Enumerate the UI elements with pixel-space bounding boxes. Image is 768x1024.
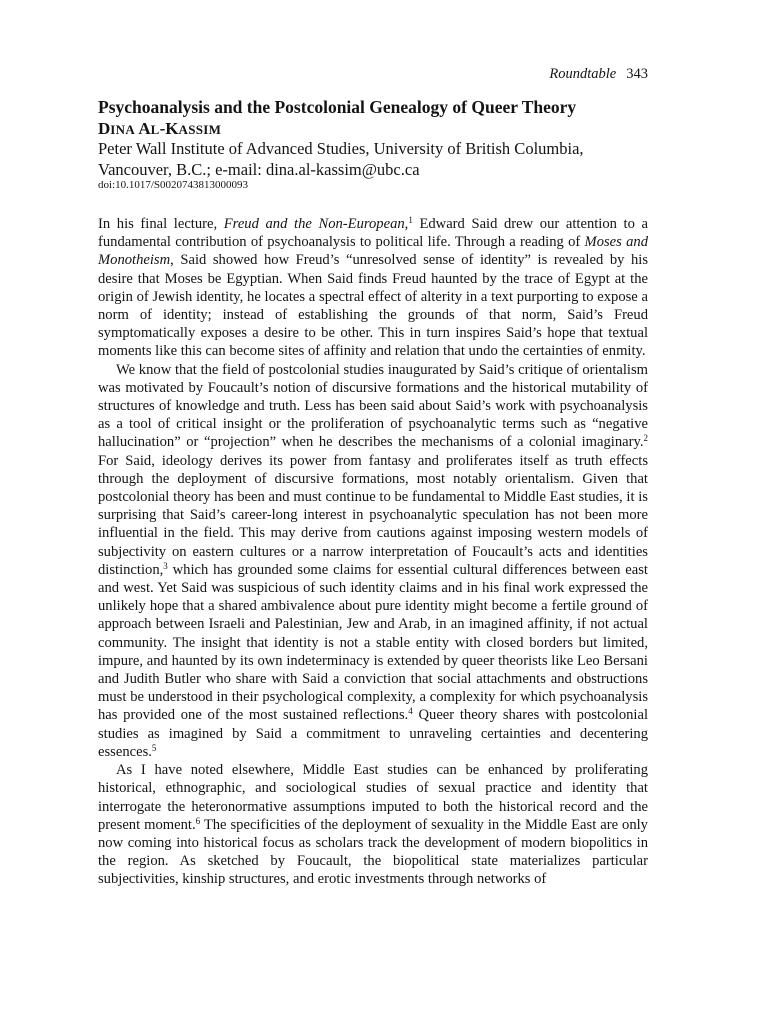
paragraph-2-text-2: For Said, ideology derives its power from fantasy and proliferates itself as truth effects through the deployment of discursive formations, most notably orientalism. Given that postcolonial theory has been and must continue to be fundamental to Middle East studies, it is surprising that Said’s career-long interest in psychoanalytic speculation has not been more influential in the field. This may derive from cautions against imposing western models of subjectivity on eastern cultures or a narrow interpretation of Foucault’s acts and identities distinction,: [98, 452, 648, 578]
footnote-ref-2[interactable]: 2: [643, 433, 648, 444]
author-last-rest-b: ASSIM: [178, 122, 222, 137]
page-number: 343: [626, 66, 648, 82]
paragraph-1-text-4: , Said showed how Freud’s “unresolved sense of identity” is revealed by his desire that Moses be Egyptian. When Said finds Freud haunted by the trace of Egypt at the origin of Jewish identity, he locates a spectral effect of alterity in a text purporting to expose a norm of identity; instead of establishing the grounds of that norm, Said’s Freud symptomatically exposes a desire to be other. This in turn inspires Said’s hope that textual moments like this can become sites of affinity and relation that undo the certainties of enmity.: [98, 252, 648, 360]
running-head-section: Roundtable: [549, 66, 617, 82]
article-body: [98, 215, 648, 889]
affiliation-line-2: Vancouver, B.C.; e-mail: dina.al-kassim@ubc.ca: [98, 160, 420, 179]
paragraph-1: [98, 215, 648, 361]
paragraph-3: [98, 761, 648, 888]
author-first-initial: D: [98, 119, 111, 138]
running-head: [549, 66, 648, 83]
paragraph-2: [98, 361, 648, 761]
work-title-freud-non-european: Freud and the Non-European: [223, 216, 405, 232]
paragraph-1-text-1: In his final lecture,: [98, 216, 224, 232]
paragraph-1-text-2: ,: [404, 216, 409, 232]
footnote-ref-3[interactable]: 3: [163, 560, 168, 571]
paragraph-2-text-1: We know that the field of postcolonial studies inaugurated by Said’s critique of orientalism was motivated by Foucault’s notion of discursive formations and the historical mutability of structures of knowledge and truth. Less has been said about Said’s work with psychoanalysis as a tool of critical insight or the proliferation of psychoanalytic terms such as “negative hallucination” or “projection” when he describes the mechanisms of a colonial imaginary.: [98, 361, 648, 451]
footnote-ref-6[interactable]: 6: [195, 815, 201, 826]
article-title: Psychoanalysis and the Postcolonial Genealogy of Queer Theory: [98, 97, 577, 117]
author-last-rest-a: L: [150, 122, 160, 137]
footnote-ref-1[interactable]: 1: [408, 215, 413, 225]
paragraph-1-text-3: Edward Said drew our attention to a fundamental contribution of psychoanalysis to political life. Through a reading of: [98, 216, 649, 251]
footnote-ref-4[interactable]: 4: [408, 706, 413, 717]
author-affiliation: [98, 138, 648, 180]
paragraph-3-text-2: The specificities of the deployment of sexuality in the Middle East are only now coming into historical focus as scholars track the development of modern biopolitics in the region. As sketched by Foucault, the biopolitical state materializes particular subjectivities, kinship structures, and erotic investments through networks of: [98, 816, 648, 888]
paragraph-3-text-1: As I have noted elsewhere, Middle East studies can be enhanced by proliferating historical, ethnographic, and sociological studies of sexual practice and identity that interrogate the heteronormative assumptions imputed to both the historical record and the present moment.: [98, 762, 648, 833]
doi-link[interactable]: doi:10.1017/S0020743813000093: [98, 179, 249, 191]
footnote-ref-5[interactable]: 5: [151, 742, 157, 753]
paragraph-2-text-4: Queer theory shares with postcolonial studies as imagined by Said a commitment to unraveling certainties and decentering essences.: [98, 707, 649, 760]
author-last-initial-a: A: [138, 119, 151, 138]
author-hyphen: -: [159, 119, 166, 138]
author-last-initial-b: K: [165, 119, 179, 138]
author-first-rest: INA: [110, 122, 136, 137]
work-title-moses-monotheism: Moses and Monotheism: [98, 234, 648, 269]
affiliation-line-1: Peter Wall Institute of Advanced Studies, University of British Columbia,: [98, 139, 584, 158]
paragraph-2-text-3: which has grounded some claims for essential cultural differences between east and west. Yet Said was suspicious of such identity claims and in his final work expressed the unlikely hope that a shared ambivalence about pure identity might become a fertile ground of approach between Israeli and Palestinian, Jew and Arab, in an imagined affinity, if not actual community. The insight that identity is not a stable entity with closed borders but limited, impure, and haunted by its own indeterminacy is extended by queer theorists like Leo Bersani and Judith Butler who share with Said a conviction that social attachments and obstructions must be understood in their psychological complexity, a complexity for which psychoanalysis has provided one of the most sustained reflections.: [98, 561, 648, 724]
